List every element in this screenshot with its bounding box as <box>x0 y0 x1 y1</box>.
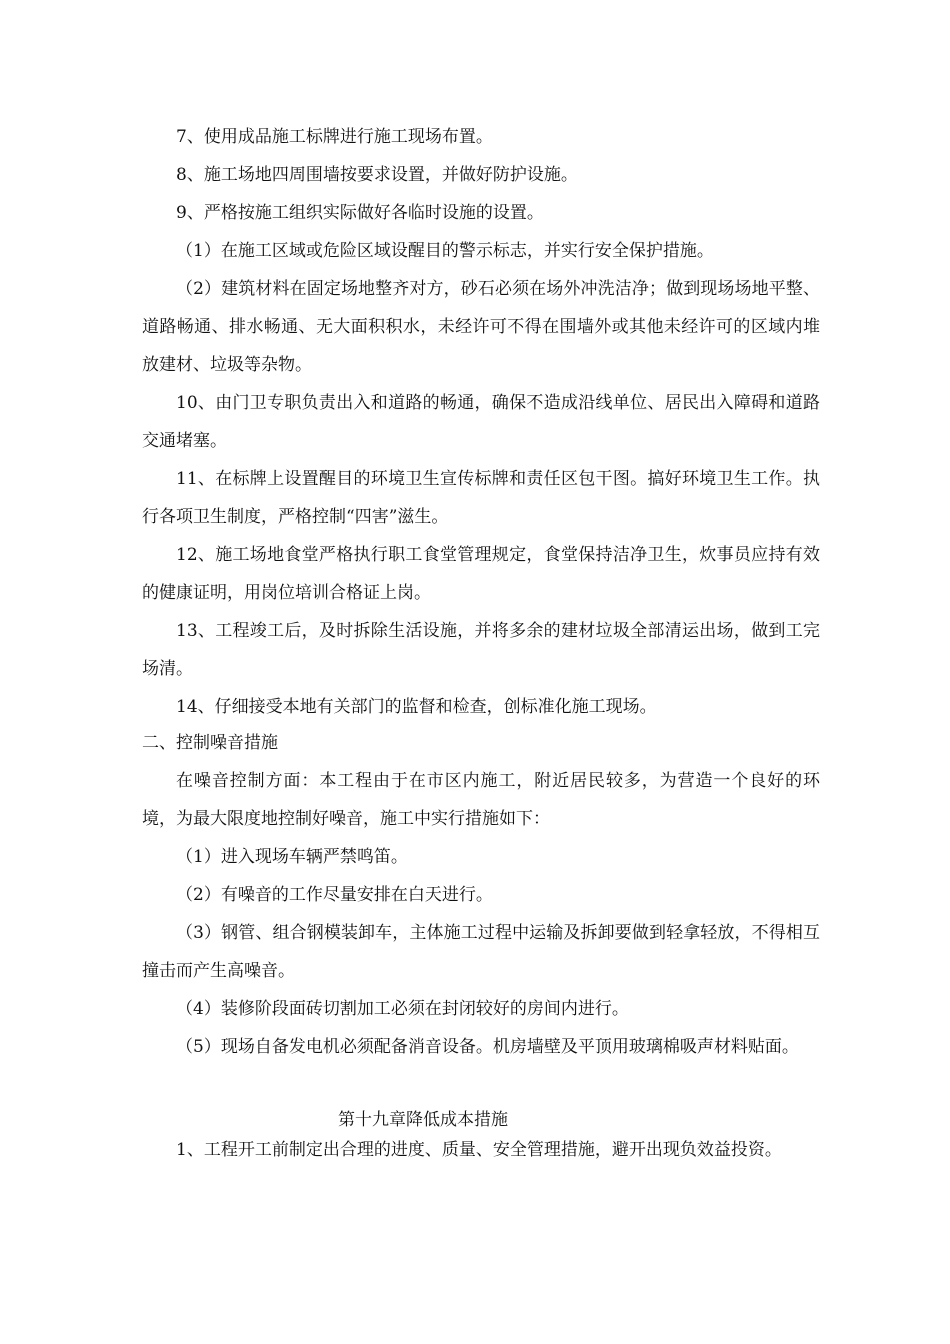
noise-item-1: （1）进入现场车辆严禁鸣笛。 <box>176 847 408 867</box>
paragraph-item-12: 12、施工场地食堂严格执行职工食堂管理规定，食堂保持洁净卫生，炊事员应持有效的健康证明，用岗位培训合格证上岗。 <box>142 545 820 603</box>
section-intro: 在噪音控制方面：本工程由于在市区内施工，附近居民较多，为营造一个良好的环境，为最大限度地控制好噪音，施工中实行措施如下： <box>142 771 820 829</box>
paragraph-item-13: 13、工程竣工后，及时拆除生活设施，并将多余的建材垃圾全部清运出场，做到工完场清。 <box>142 621 820 679</box>
paragraph-item-7: 7、使用成品施工标牌进行施工现场布置。 <box>176 127 493 147</box>
paragraph-subitem-1: （1）在施工区域或危险区域设醒目的警示标志，并实行安全保护措施。 <box>176 241 714 261</box>
noise-item-5: （5）现场自备发电机必须配备消音设备。机房墙壁及平顶用玻璃棉吸声材料贴面。 <box>176 1037 799 1057</box>
paragraph-item-11: 11、在标牌上设置醒目的环境卫生宣传标牌和责任区包干图。搞好环境卫生工作。执行各项卫生制度，严格控制“四害”滋生。 <box>142 469 820 527</box>
section-heading: 二、控制噪音措施 <box>142 733 278 753</box>
paragraph-item-10: 10、由门卫专职负责出入和道路的畅通，确保不造成沿线单位、居民出入障碍和道路交通堵塞。 <box>142 393 820 451</box>
noise-item-4: （4）装修阶段面砖切割加工必须在封闭较好的房间内进行。 <box>176 999 629 1019</box>
noise-item-3: （3）钢管、组合钢模装卸车，主体施工过程中运输及拆卸要做到轻拿轻放，不得相互撞击而产生高噪音。 <box>142 923 820 981</box>
paragraph-item-8: 8、施工场地四周围墙按要求设置，并做好防护设施。 <box>176 165 578 185</box>
paragraph-subitem-2: （2）建筑材料在固定场地整齐对方，砂石必须在场外冲洗洁净；做到现场场地平整、道路畅通、排水畅通、无大面积积水，未经许可不得在围墙外或其他未经许可的区域内堆放建材、垃圾等杂物。 <box>142 279 820 375</box>
chapter-item-1: 1、工程开工前制定出合理的进度、质量、安全管理措施，避开出现负效益投资。 <box>176 1140 782 1160</box>
noise-item-2: （2）有噪音的工作尽量安排在白天进行。 <box>176 885 493 905</box>
paragraph-item-9: 9、严格按施工组织实际做好各临时设施的设置。 <box>176 203 544 223</box>
chapter-title: 第十九章降低成本措施 <box>338 1110 508 1130</box>
paragraph-item-14: 14、仔细接受本地有关部门的监督和检查，创标准化施工现场。 <box>176 697 657 717</box>
